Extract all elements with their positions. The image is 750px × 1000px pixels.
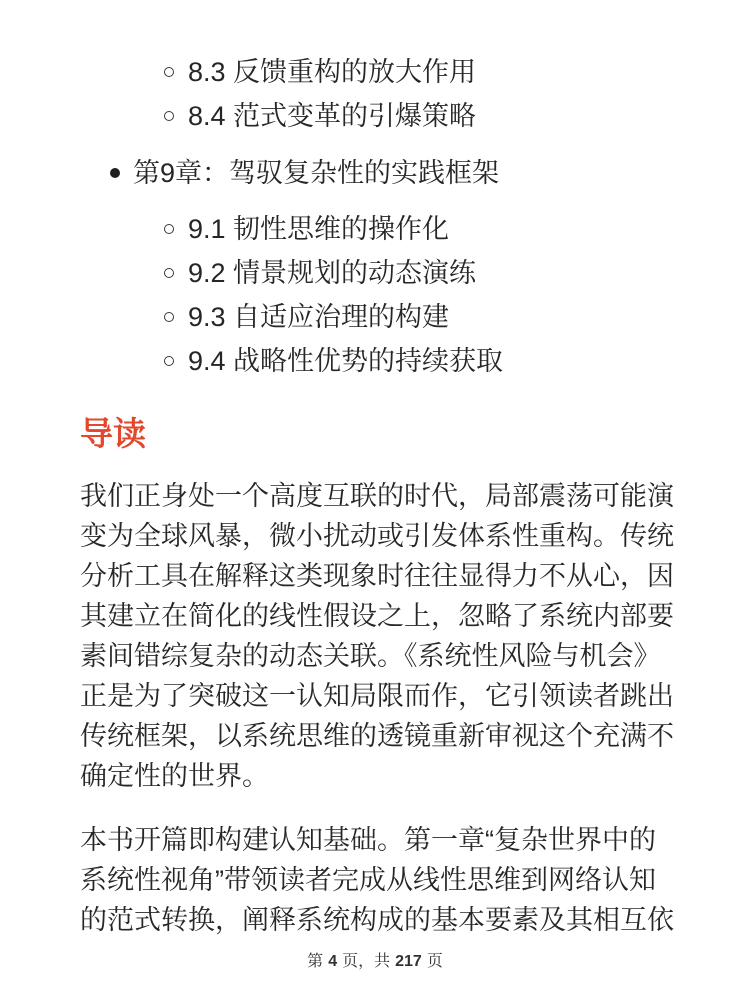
toc-item-label: 9.1 韧性思维的操作化 bbox=[188, 214, 450, 244]
toc-item-label: 第9章：驾驭复杂性的实践框架 bbox=[133, 158, 500, 188]
toc-item bbox=[164, 214, 676, 244]
bullet-circle-icon bbox=[164, 67, 174, 77]
bullet-circle-icon bbox=[164, 224, 174, 234]
toc-item bbox=[164, 302, 676, 332]
toc-item bbox=[110, 158, 676, 188]
toc-list bbox=[80, 57, 676, 376]
bullet-circle-icon bbox=[164, 312, 174, 322]
section-heading: 导读 bbox=[80, 415, 146, 452]
toc-item bbox=[164, 346, 676, 376]
footer-total-pages: 217 bbox=[395, 953, 422, 970]
footer-infix: 页，共 bbox=[342, 953, 391, 970]
footer-prefix: 第 bbox=[307, 953, 324, 970]
paragraph-intro: 我们正身处一个高度互联的时代，局部震荡可能演变为全球风暴，微小扰动或引发体系性重构。传统分析工具在解释这类现象时往往显得力不从心，因其建立在简化的线性假设之上，忽略了系统内部要素间错综复杂的动态关联。《系统性风险与机会》正是为了突破这一认知局限而作，它引领读者跳出传统框架，以系统思维的透镜重新审视这个充满不确定性的世界。 bbox=[80, 481, 674, 791]
toc-item-label: 8.4 范式变革的引爆策略 bbox=[188, 101, 477, 131]
bullet-circle-icon bbox=[164, 111, 174, 121]
toc-item bbox=[164, 57, 676, 87]
toc-item bbox=[164, 101, 676, 131]
toc-item-label: 9.3 自适应治理的构建 bbox=[188, 302, 450, 332]
bullet-circle-icon bbox=[164, 356, 174, 366]
bullet-disc-icon bbox=[110, 168, 120, 178]
toc-item-label: 9.2 情景规划的动态演练 bbox=[188, 258, 477, 288]
paragraph-chapter-overview: 本书开篇即构建认知基础。第一章“复杂世界中的系统性视角”带领读者完成从线性思维到网络认知的范式转换，阐释系统构成的基本要素及其相互依 bbox=[80, 825, 674, 935]
page-footer bbox=[0, 952, 750, 972]
toc-item-label: 8.3 反馈重构的放大作用 bbox=[188, 57, 477, 87]
toc-item bbox=[164, 258, 676, 288]
footer-suffix: 页 bbox=[426, 953, 443, 970]
toc-item-label: 9.4 战略性优势的持续获取 bbox=[188, 346, 504, 376]
bullet-circle-icon bbox=[164, 268, 174, 278]
body-text bbox=[80, 476, 676, 940]
footer-current-page: 4 bbox=[328, 953, 338, 970]
